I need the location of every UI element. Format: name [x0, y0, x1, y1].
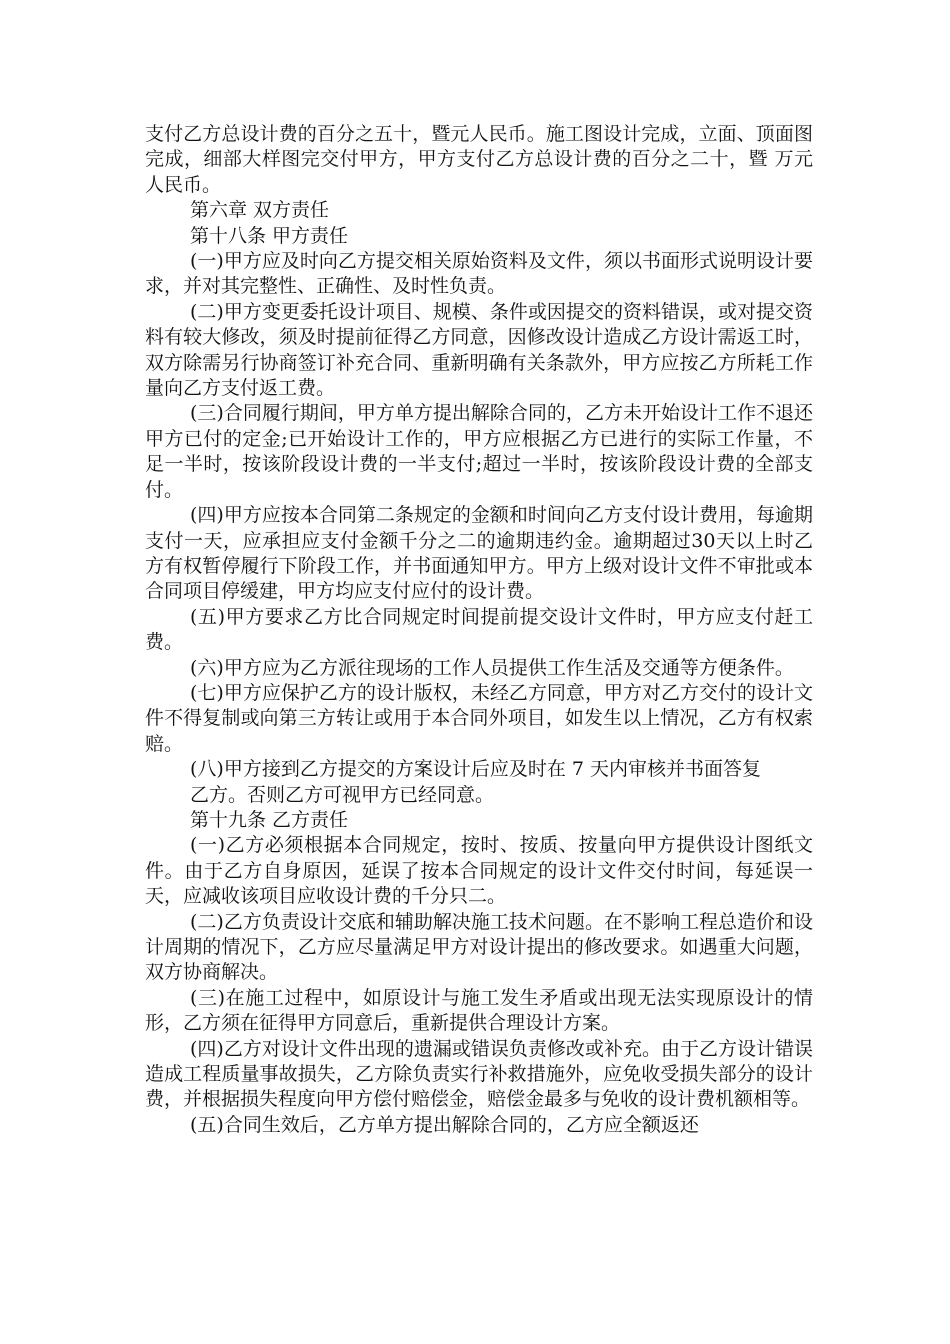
article-19-heading: 第十九条 乙方责任 [190, 808, 349, 831]
article-18-clause-8: (八)甲方接到乙方提交的方案设计后应及时在 7 天内审核并书面答复 [190, 758, 761, 781]
paragraph-payment-terms: 支付乙方总设计费的百分之五十，暨元人民币。施工图设计完成，立面、顶面图完成，细部大样图完交付甲方，甲方支付乙方总设计费的百分之二十，暨 万元人民币。 [145, 123, 813, 196]
article-18-clause-5: (五)甲方要求乙方比合同规定时间提前提交设计文件时，甲方应支付赶工费。 [145, 605, 813, 654]
chapter-6-heading: 第六章 双方责任 [190, 199, 330, 222]
document-page [145, 122, 813, 1138]
article-19-clause-5: (五)合同生效后，乙方单方提出解除合同的，乙方应全额返还 [190, 1113, 699, 1136]
article-18-clause-2: (二)甲方变更委托设计项目、规模、条件或因提交的资料错误，或对提交资料有较大修改，须及时提前征得乙方同意，因修改设计造成乙方设计需返工时，双方除需另行协商签订补充合同、重新明确有关条款外，甲方应按乙方所耗工作量向乙方支付返工费。 [145, 300, 813, 400]
article-18-heading: 第十八条 甲方责任 [190, 224, 349, 247]
article-18-clause-6: (六)甲方应为乙方派往现场的工作人员提供工作生活及交通等方便条件。 [190, 656, 794, 679]
article-18-clause-8-continued: 乙方。否则乙方可视甲方已经同意。 [190, 783, 495, 806]
article-18-clause-1: (一)甲方应及时向乙方提交相关原始资料及文件，须以书面形式说明设计要求，并对其完整性、正确性、及时性负责。 [145, 250, 813, 298]
article-19-clause-3: (三)在施工过程中，如原设计与施工发生矛盾或出现无法实现原设计的情形，乙方须在征得甲方同意后，重新提供合理设计方案。 [145, 986, 813, 1035]
article-18-clause-7: (七)甲方应保护乙方的设计版权，未经乙方同意，甲方对乙方交付的设计文件不得复制或向第三方转让或用于本合同外项目，如发生以上情况，乙方有权索赔。 [145, 681, 813, 755]
article-19-clause-1: (一)乙方必须根据本合同规定，按时、按质、按量向甲方提供设计图纸文件。由于乙方自身原因，延误了按本合同规定的设计文件交付时间，每延误一天，应减收该项目应收设计费的千分只二。 [145, 834, 813, 908]
article-18-clause-4: (四)甲方应按本合同第二条规定的金额和时间向乙方支付设计费用，每逾期支付一天，应承担应支付金额千分之二的逾期违约金。逾期超过30天以上时乙方有权暂停履行下阶段工作，并书面通知甲方。甲方上级对设计文件不审批或本合同项目停缓建，甲方均应支付应付的设计费。 [145, 504, 813, 603]
article-18-clause-3: (三)合同履行期间，甲方单方提出解除合同的，乙方未开始设计工作不退还甲方已付的定金;已开始设计工作的，甲方应根据乙方已进行的实际工作量，不足一半时，按该阶段设计费的一半支付;超过一半时，按该阶段设计费的全部支付。 [145, 402, 813, 501]
article-19-clause-2: (二)乙方负责设计交底和辅助解决施工技术问题。在不影响工程总造价和设计周期的情况下，乙方应尽量满足甲方对设计提出的修改要求。如遇重大问题，双方协商解决。 [145, 910, 813, 984]
article-19-clause-4: (四)乙方对设计文件出现的遗漏或错误负责修改或补充。由于乙方设计错误造成工程质量事故损失，乙方除负责实行补救措施外，应免收受损失部分的设计费，并根据损失程度向甲方偿付赔偿金，赔偿金最多与免收的设计费机额相等。 [145, 1037, 813, 1111]
